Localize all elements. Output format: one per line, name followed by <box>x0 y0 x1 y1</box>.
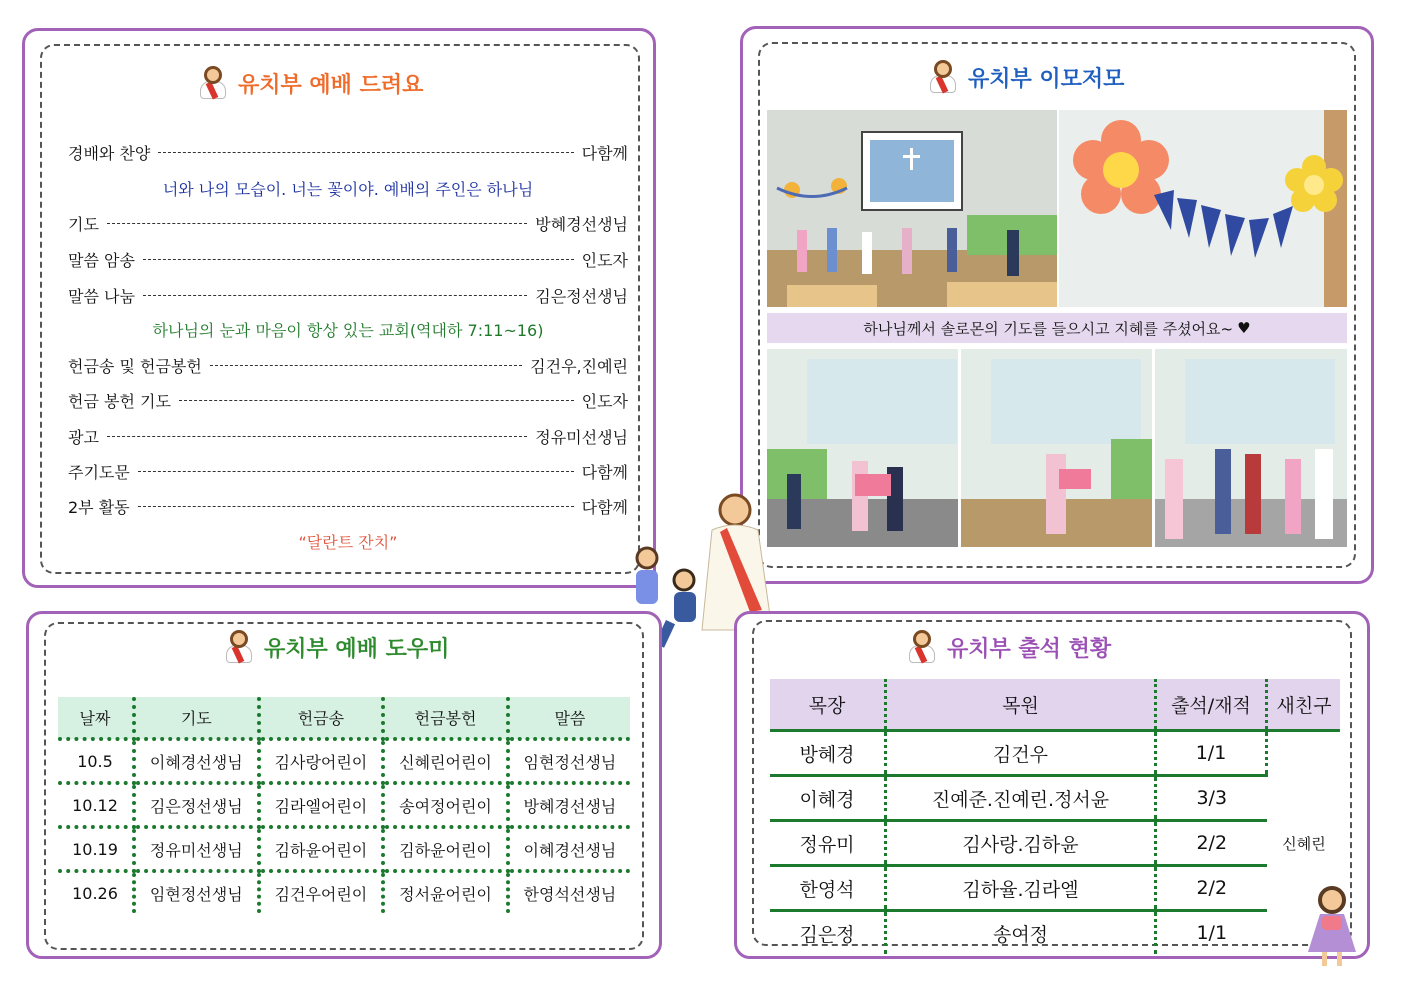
helpers-header-row <box>58 697 630 739</box>
photo-activity-2 <box>961 349 1152 547</box>
attendance-header-cell: 목장 <box>770 679 886 731</box>
photo-classroom <box>767 110 1057 307</box>
order-item-leader: 방혜경선생님 <box>535 215 628 234</box>
table-row <box>770 866 1340 911</box>
worship-order-title-text: 유치부 예배 드려요 <box>238 72 424 98</box>
table-cell: 한영석선생님 <box>523 884 617 904</box>
table-cell: 김은정 <box>770 911 886 955</box>
table-cell: 김건우어린이 <box>259 871 384 913</box>
order-row <box>68 212 628 235</box>
gallery-caption-text: 하나님께서 솔로몬의 기도를 들으시고 지혜를 주셨어요~ <box>863 319 1234 338</box>
table-cell: 10.5 <box>58 739 134 783</box>
sermon-title: 하나님의 눈과 마음이 항상 있는 교회(역대하 7:11~16) <box>152 321 544 340</box>
table-cell: 이혜경 <box>770 776 886 821</box>
order-item-label: 헌금 봉헌 기도 <box>68 392 171 411</box>
table-cell: 김하율.김라엘 <box>886 866 1156 911</box>
gallery-title <box>926 60 1124 94</box>
table-cell: 임현정선생님 <box>134 871 259 913</box>
photo-classroom-drawing <box>767 110 1057 307</box>
table-row <box>770 821 1340 866</box>
order-item-label: 광고 <box>68 428 99 447</box>
attendance-header-cell: 목원 <box>886 679 1156 731</box>
order-item-leader: 김건우,진예린 <box>530 357 628 376</box>
order-row <box>68 495 628 518</box>
table-cell: 송여정어린이 <box>383 783 508 827</box>
gallery-title-text: 유치부 이모저모 <box>968 66 1125 92</box>
order-row <box>68 389 628 412</box>
helpers-header-cell: 헌금봉헌 <box>383 697 508 739</box>
order-item-leader: 다함께 <box>581 144 628 163</box>
attendance-title-text: 유치부 출석 현황 <box>947 636 1112 662</box>
table-cell: 1/1 <box>1196 922 1228 944</box>
photo-activity-2-drawing <box>961 349 1152 547</box>
table-cell: 10.12 <box>58 783 134 827</box>
table-cell: 정유미 <box>770 821 886 866</box>
table-cell: 1/1 <box>1156 731 1267 776</box>
order-item-label: 2부 활동 <box>68 498 130 517</box>
dash-leader <box>107 436 527 437</box>
dash-leader <box>143 259 574 260</box>
table-cell: 방혜경선생님 <box>508 783 630 827</box>
helpers-title <box>222 630 449 664</box>
order-row <box>68 248 628 271</box>
order-item-label: 헌금송 및 헌금봉헌 <box>68 357 202 376</box>
order-item-label: 주기도문 <box>68 463 130 482</box>
order-row <box>68 141 628 164</box>
helpers-table <box>58 697 630 913</box>
dash-leader <box>138 471 574 472</box>
jesus-icon <box>926 60 960 94</box>
table-cell: 2/2 <box>1156 866 1267 911</box>
jesus-icon <box>196 66 230 100</box>
table-row <box>770 731 1340 776</box>
song-list: 너와 나의 모습이. 너는 꽃이야. 예배의 주인은 하나님 <box>162 180 534 199</box>
closing-event: “달란트 잔치” <box>298 533 398 552</box>
table-cell: 김건우 <box>886 731 1156 776</box>
helpers-header-cell: 날짜 <box>58 697 134 739</box>
photo-activity-3 <box>1155 349 1347 547</box>
table-cell: 김사랑.김하윤 <box>886 821 1156 866</box>
girl-drawing <box>1300 882 1364 972</box>
order-row <box>68 425 628 448</box>
attendance-table <box>770 679 1340 954</box>
order-item-leader: 다함께 <box>581 463 628 482</box>
table-cell: 이혜경선생님 <box>508 827 630 871</box>
new-friend-cell: 신혜린 <box>1282 834 1326 853</box>
order-item-leader: 인도자 <box>581 392 628 411</box>
helpers-title-text: 유치부 예배 도우미 <box>264 636 450 662</box>
dash-leader <box>210 365 522 366</box>
table-cell: 김하윤어린이 <box>383 827 508 871</box>
order-row <box>68 354 628 377</box>
table-row <box>770 911 1340 955</box>
table-cell: 정서윤어린이 <box>383 871 508 913</box>
attendance-header-cell: 출석/재적 <box>1156 679 1267 731</box>
order-row <box>68 284 628 307</box>
helpers-header-cell: 말씀 <box>508 697 630 739</box>
table-cell: 김하윤어린이 <box>259 827 384 871</box>
attendance-header-row <box>770 679 1340 731</box>
jesus-icon <box>222 630 256 664</box>
photo-activity-3-drawing <box>1155 349 1347 547</box>
table-cell: 김은정선생님 <box>134 783 259 827</box>
dash-leader <box>179 400 574 401</box>
table-cell: 10.26 <box>58 871 134 913</box>
table-cell: 한영석 <box>770 866 886 911</box>
photo-flower-banner <box>1059 110 1347 307</box>
table-cell: 3/3 <box>1156 776 1267 821</box>
table-cell: 송여정 <box>886 911 1156 955</box>
table-row <box>58 871 630 913</box>
helpers-header-cell: 헌금송 <box>259 697 384 739</box>
table-cell: 2/2 <box>1156 821 1267 866</box>
photo-activity-1 <box>767 349 958 547</box>
table-row <box>58 783 630 827</box>
table-cell: 임현정선생님 <box>508 739 630 783</box>
order-item-label: 말씀 암송 <box>68 251 135 270</box>
table-cell: 진예준.진예린.정서윤 <box>886 776 1156 821</box>
jesus-icon <box>905 630 939 664</box>
table-cell: 이혜경선생님 <box>134 739 259 783</box>
heart-icon: ♥ <box>1237 319 1251 337</box>
gallery-caption <box>767 313 1347 343</box>
photo-activity-1-drawing <box>767 349 958 547</box>
table-row <box>58 827 630 871</box>
table-cell: 정유미선생님 <box>134 827 259 871</box>
attendance-header-cell: 새친구 <box>1267 679 1341 731</box>
dash-leader <box>107 223 527 224</box>
order-item-label: 말씀 나눔 <box>68 287 135 306</box>
helpers-header-cell: 기도 <box>134 697 259 739</box>
photo-flower-banner-drawing <box>1059 110 1347 307</box>
worship-order-title <box>196 66 423 100</box>
dash-leader <box>138 506 574 507</box>
order-row <box>68 460 628 483</box>
table-cell: 10.19 <box>58 827 134 871</box>
order-item-leader: 정유미선생님 <box>535 428 628 447</box>
table-cell: 김라엘어린이 <box>259 783 384 827</box>
table-row <box>58 739 630 783</box>
order-item-leader: 인도자 <box>581 251 628 270</box>
order-item-leader: 김은정선생님 <box>535 287 628 306</box>
table-cell: 방혜경 <box>770 731 886 776</box>
order-item-leader: 다함께 <box>581 498 628 517</box>
order-item-label: 경배와 찬양 <box>68 144 151 163</box>
order-item-label: 기도 <box>68 215 99 234</box>
dash-leader <box>143 295 527 296</box>
girl-illustration <box>1300 882 1364 972</box>
table-cell: 김사랑어린이 <box>259 739 384 783</box>
table-cell: 신혜린어린이 <box>383 739 508 783</box>
dash-leader <box>158 152 573 153</box>
attendance-title <box>905 630 1111 664</box>
table-row <box>770 776 1340 821</box>
